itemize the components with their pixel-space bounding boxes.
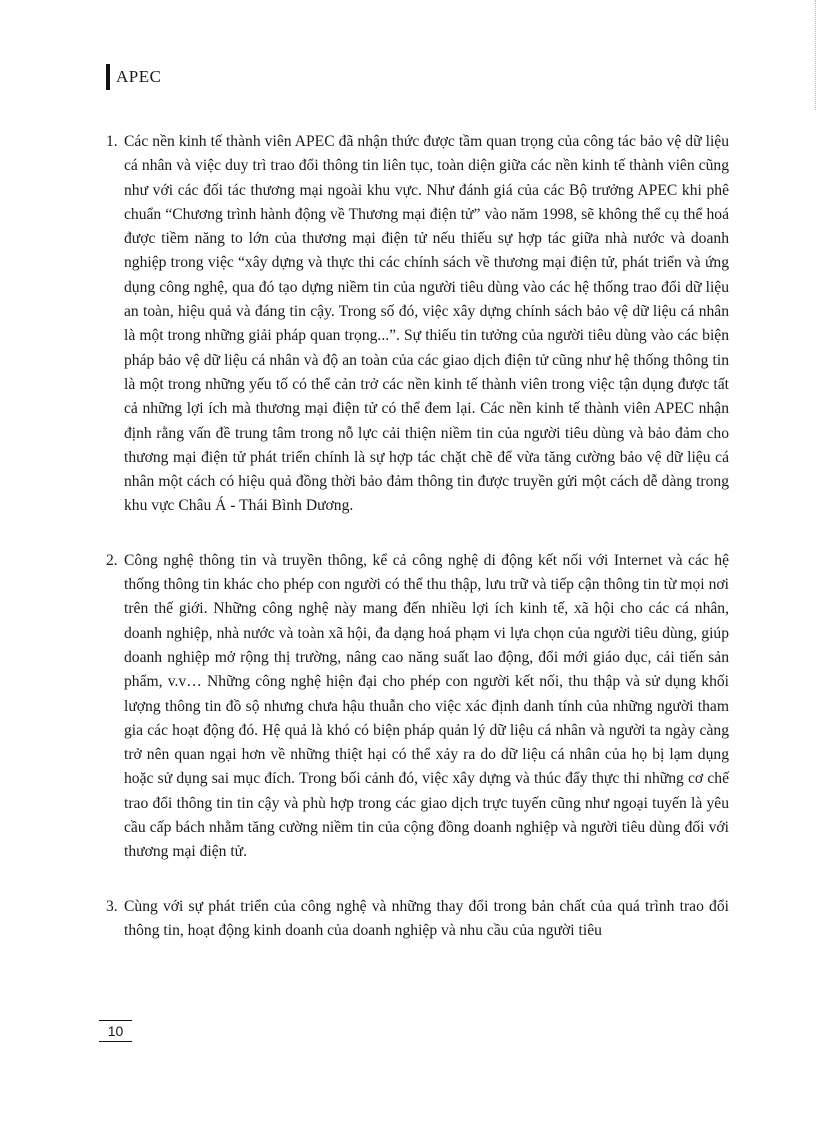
paragraph-text: Cùng với sự phát triển của công nghệ và những thay đổi trong bản chất của quá trình trao đổi thông tin, hoạt động kinh doanh của doanh nghiệp và nhu cầu của người tiêu xyxy=(124,897,729,939)
paragraph-text: Công nghệ thông tin và truyền thông, kể cả công nghệ di động kết nối với Internet và các hệ thống thông tin khác cho phép con người có thể thu thập, lưu trữ và tiếp cận thông tin từ mọi nơi trên thế giới. Những công nghệ này mang đến nhiều lợi ích kinh tế, xã hội cho các cá nhân, doanh nghiệp, nhà nước và toàn xã hội, đa dạng hoá phạm vi lựa chọn của người tiêu dùng, giúp doanh nghiệp mở rộng thị trường, nâng cao năng suất lao động, đổi mới giáo dục, cải tiến sản phẩm, v.v… Những công nghệ hiện đại cho phép con người kết nối, thu thập và sử dụng khối lượng thông tin đồ sộ nhưng chưa hậu thuẫn cho việc xác định danh tính của những người tham gia các hoạt động đó. Hệ quả là khó có biện pháp quản lý dữ liệu cá nhân và người ta ngày càng trở nên quan ngại hơn về những thiệt hại có thể xảy ra do dữ liệu cá nhân của họ bị lạm dụng hoặc sử dụng sai mục đích. Trong bối cảnh đó, việc xây dựng và thúc đẩy thực thi những cơ chế trao đổi thông tin tin cậy và phù hợp trong các giao dịch trực tuyến cũng như ngoại tuyến là yêu cầu cấp bách nhằm tăng cường niềm tin của cộng đồng doanh nghiệp và người tiêu dùng đối với thương mại điện tử. xyxy=(124,551,729,861)
header-bar xyxy=(106,64,110,90)
numbered-paragraph-1 xyxy=(106,130,729,519)
numbered-paragraph-3 xyxy=(106,895,729,944)
header-title: APEC xyxy=(116,67,162,86)
paragraph-number: 2. xyxy=(106,551,118,569)
paragraph-text: Các nền kinh tế thành viên APEC đã nhận thức được tầm quan trọng của công tác bảo vệ dữ liệu cá nhân và việc duy trì trao đổi thông tin liên tục, toàn diện giữa các nền kinh tế thành viên cũng như với các đối tác thương mại ngoài khu vực. Như đánh giá của các Bộ trưởng APEC khi phê chuẩn “Chương trình hành động về Thương mại điện tử” vào năm 1998, sẽ không thể cụ thể hoá được tiềm năng to lớn của thương mại điện tử nếu thiếu sự hợp tác giữa nhà nước và doanh nghiệp trong việc “xây dựng và thực thi các chính sách về thương mại điện tử, phát triển và ứng dụng công nghệ, qua đó tạo dựng niềm tin của người tiêu dùng vào các hệ thống trao đổi dữ liệu an toàn, hiệu quả và đáng tin cậy. Trong số đó, việc xây dựng chính sách bảo vệ dữ liệu cá nhân là một trong những giải pháp quan trọng...”. Sự thiếu tin tưởng của người tiêu dùng vào các biện pháp bảo vệ dữ liệu cá nhân và độ an toàn của các giao dịch điện tử cũng như hệ thống thông tin là một trong những yếu tố có thể cản trở các nền kinh tế thành viên trong việc tận dụng được tất cả những lợi ích mà thương mại điện tử có thể đem lại. Các nền kinh tế thành viên APEC nhận định rằng vấn đề trung tâm trong nỗ lực cải thiện niềm tin của người tiêu dùng và bảo đảm cho thương mại điện tử phát triển chính là sự hợp tác chặt chẽ để vừa tăng cường bảo vệ dữ liệu cá nhân một cách có hiệu quả đồng thời bảo đảm thông tin được truyền gửi một cách dễ dàng trong khu vực Châu Á - Thái Bình Dương. xyxy=(124,133,729,515)
numbered-paragraph-2 xyxy=(106,549,729,865)
paragraph-number: 3. xyxy=(106,897,118,915)
document-body xyxy=(106,130,729,973)
page-number: 10 xyxy=(99,1020,132,1042)
paragraph-number: 1. xyxy=(106,133,118,150)
